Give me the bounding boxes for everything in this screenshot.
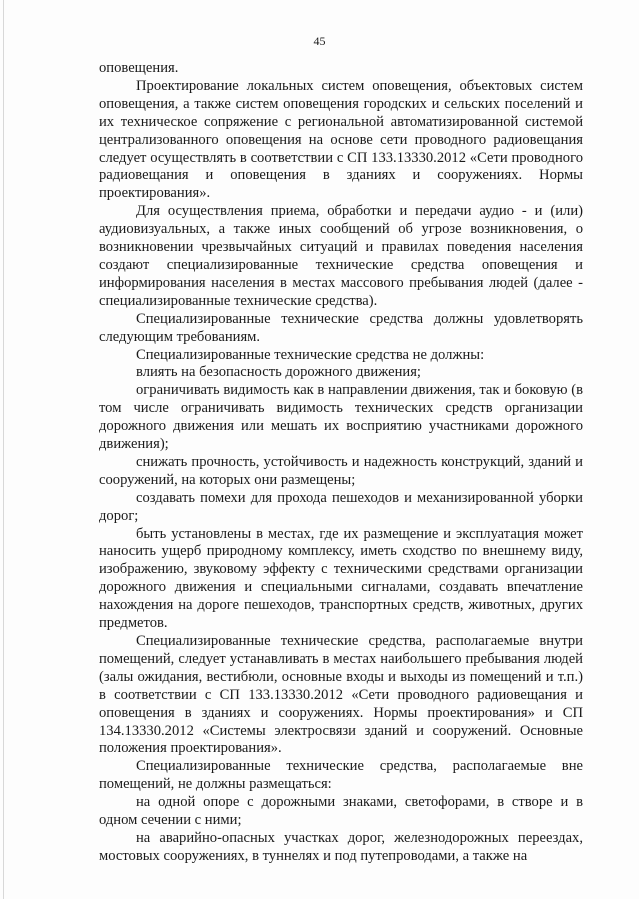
paragraph: оповещения. xyxy=(99,60,179,76)
paragraph: Для осуществления приема, обработки и передачи аудио - и (или) аудиовизуальных, а также иных сообщений об угрозе возникновения, о возникновении чрезвычайных ситуаций и правилах поведения населения создают специализированные технические средства оповещения и информирования населения в местах массового пребывания людей (далее - специализированные технические средства). xyxy=(99,203,583,309)
paragraph: Проектирование локальных систем оповещения, объектовых систем оповещения, а также систем оповещения городских и сельских поселений и их техническое сопряжение с региональной автоматизированной системой централизованного оповещения на основе сети проводного радиовещания следует осуществлять в соответствии с СП 133.13330.2012 «Сети проводного радиовещания и оповещения в зданиях и сооружениях. Нормы проектирования». xyxy=(99,77,583,202)
paragraph: снижать прочность, устойчивость и надежность конструкций, зданий и сооружений, на которых они размещены; xyxy=(99,453,583,488)
paragraph: на одной опоре с дорожными знаками, светофорами, в створе и в одном сечении с ними; xyxy=(99,794,583,829)
paragraph: быть установлены в местах, где их размещение и эксплуатация может наносить ущерб природному комплексу, иметь сходство по внешнему виду, изображению, звуковому эффекту с техническими средствами организации дорожного движения и специальными сигналами, создавать впечатление нахождения на дороге пешеходов, транспортных средств, животных, других предметов. xyxy=(99,525,583,632)
document-body xyxy=(99,60,583,866)
paragraph: Специализированные технические средства, располагаемые вне помещений, не должны размещаться: xyxy=(99,758,583,793)
paragraph: создавать помехи для прохода пешеходов и механизированной уборки дорог; xyxy=(99,489,583,524)
paragraph: Специализированные технические средства не должны: xyxy=(136,346,485,363)
paragraph: Специализированные технические средства должны удовлетворять следующим требованиям. xyxy=(99,310,583,345)
paragraph: влиять на безопасность дорожного движения; xyxy=(136,364,421,381)
paragraph: Специализированные технические средства, располагаемые внутри помещений, следует устанавливать в местах наибольшего пребывания людей (залы ожидания, вестибюли, основные входы и выходы из помещений и т.п.) в соответствии с СП 133.13330.2012 «Сети проводного радиовещания и оповещения в зданиях и сооружениях. Нормы проектирования» и СП 134.13330.2012 «Системы электросвязи зданий и сооружений. Основные положения проектирования». xyxy=(99,633,583,757)
page-number: 45 xyxy=(313,34,326,48)
paragraph: ограничивать видимость как в направлении движения, так и боковую (в том числе ограничивать видимость технических средств организации дорожного движения или мешать их восприятию участниками дорожного движения); xyxy=(99,382,583,453)
page-edge-line xyxy=(3,0,4,899)
paragraph: на аварийно-опасных участках дорог, железнодорожных переездах, мостовых сооружениях, в туннелях и под путепроводами, а также на xyxy=(99,829,583,864)
